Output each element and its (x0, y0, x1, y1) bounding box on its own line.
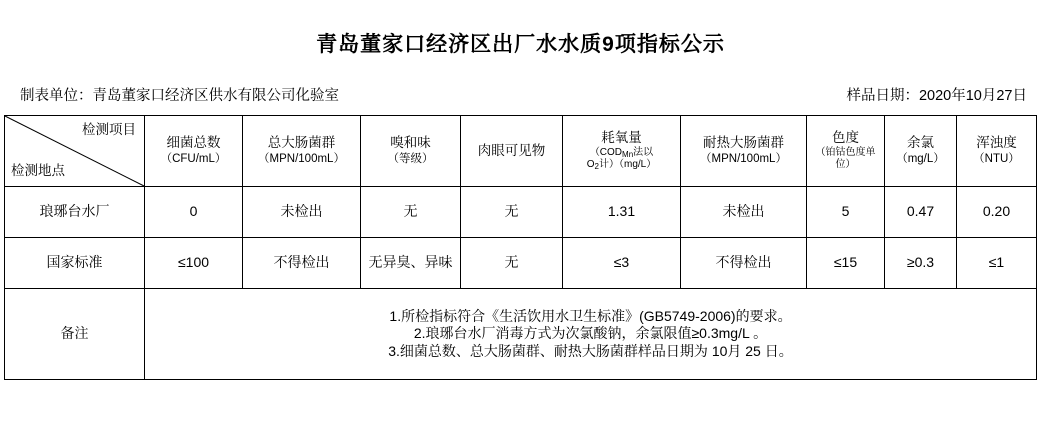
table-row (5, 238, 1037, 289)
header-col-visible-matter: 肉眼可见物 (461, 116, 563, 187)
cell-standard-bacteria-count: ≤100 (145, 238, 243, 289)
notes-content (145, 289, 1037, 380)
cell-plant-visible-matter: 无 (461, 187, 563, 238)
header-col-odor-taste: 嗅和味 （等级） (361, 116, 461, 187)
cell-plant-thermotolerant-coliform: 未检出 (681, 187, 807, 238)
sample-date-label: 样品日期：2020年10月27日 (846, 88, 1027, 104)
prepared-by-label: 制表单位：青岛董家口经济区供水有限公司化验室 (20, 88, 339, 104)
cell-plant-bacteria-count: 0 (145, 187, 243, 238)
cell-standard-visible-matter: 无 (461, 238, 563, 289)
cell-standard-turbidity: ≤1 (957, 238, 1037, 289)
header-col-bacteria-count: 细菌总数 （CFU/mL） (145, 116, 243, 187)
header-col-chromaticity: 色度 （铂钴色度单位） (807, 116, 885, 187)
header-col-turbidity: 浑浊度 （NTU） (957, 116, 1037, 187)
cell-standard-thermotolerant-coliform: 不得检出 (681, 238, 807, 289)
cell-standard-residual-chlorine: ≥0.3 (885, 238, 957, 289)
note-line-1: 1.所检指标符合《生活饮用水卫生标准》(GB5749-2006)的要求。 (389, 307, 792, 324)
water-quality-table (4, 115, 1037, 380)
row-label-national-standard: 国家标准 (5, 238, 145, 289)
cell-standard-total-coliform: 不得检出 (243, 238, 361, 289)
cell-standard-odor-taste: 无异臭、异味 (361, 238, 461, 289)
note-line-2: 2.琅琊台水厂消毒方式为次氯酸钠，余氯限值≥0.3mg/L 。 (413, 325, 768, 342)
cell-plant-oxygen-consumption: 1.31 (563, 187, 681, 238)
notes-label: 备注 (5, 289, 145, 380)
table-header-row (5, 116, 1037, 187)
cell-plant-total-coliform: 未检出 (243, 187, 361, 238)
header-col-thermotolerant-coliform: 耐热大肠菌群 （MPN/100mL） (681, 116, 807, 187)
cell-standard-chromaticity: ≤15 (807, 238, 885, 289)
header-corner-cell (5, 116, 145, 187)
row-label-plant: 琅琊台水厂 (5, 187, 145, 238)
table-row (5, 187, 1037, 238)
header-col-total-coliform: 总大肠菌群 （MPN/100mL） (243, 116, 361, 187)
header-col-oxygen-consumption: 耗氧量 （$COD_{Mn}$法以 $O_2$计）（mg/L） (563, 116, 681, 187)
note-line-3: 3.细菌总数、总大肠菌群、耐热大肠菌群样品日期为 10月 25 日。 (388, 342, 793, 359)
header-location-label: 检测地点 (11, 163, 65, 179)
meta-row (0, 84, 1041, 105)
cell-standard-oxygen-consumption: ≤3 (563, 238, 681, 289)
cell-plant-turbidity: 0.20 (957, 187, 1037, 238)
page-title: 青岛董家口经济区出厂水水质9项指标公示 (316, 33, 725, 56)
header-item-label: 检测项目 (82, 122, 136, 137)
notes-row (5, 289, 1037, 380)
document-page (0, 28, 1041, 428)
cell-plant-odor-taste: 无 (361, 187, 461, 238)
header-col-oxygen-unit-line2: $O_2$计）（mg/L） (586, 159, 657, 172)
cell-plant-chromaticity: 5 (807, 187, 885, 238)
header-col-residual-chlorine: 余氯 （mg/L） (885, 116, 957, 187)
cell-plant-residual-chlorine: 0.47 (885, 187, 957, 238)
header-col-oxygen-unit-line1: （$COD_{Mn}$法以 (589, 146, 654, 159)
